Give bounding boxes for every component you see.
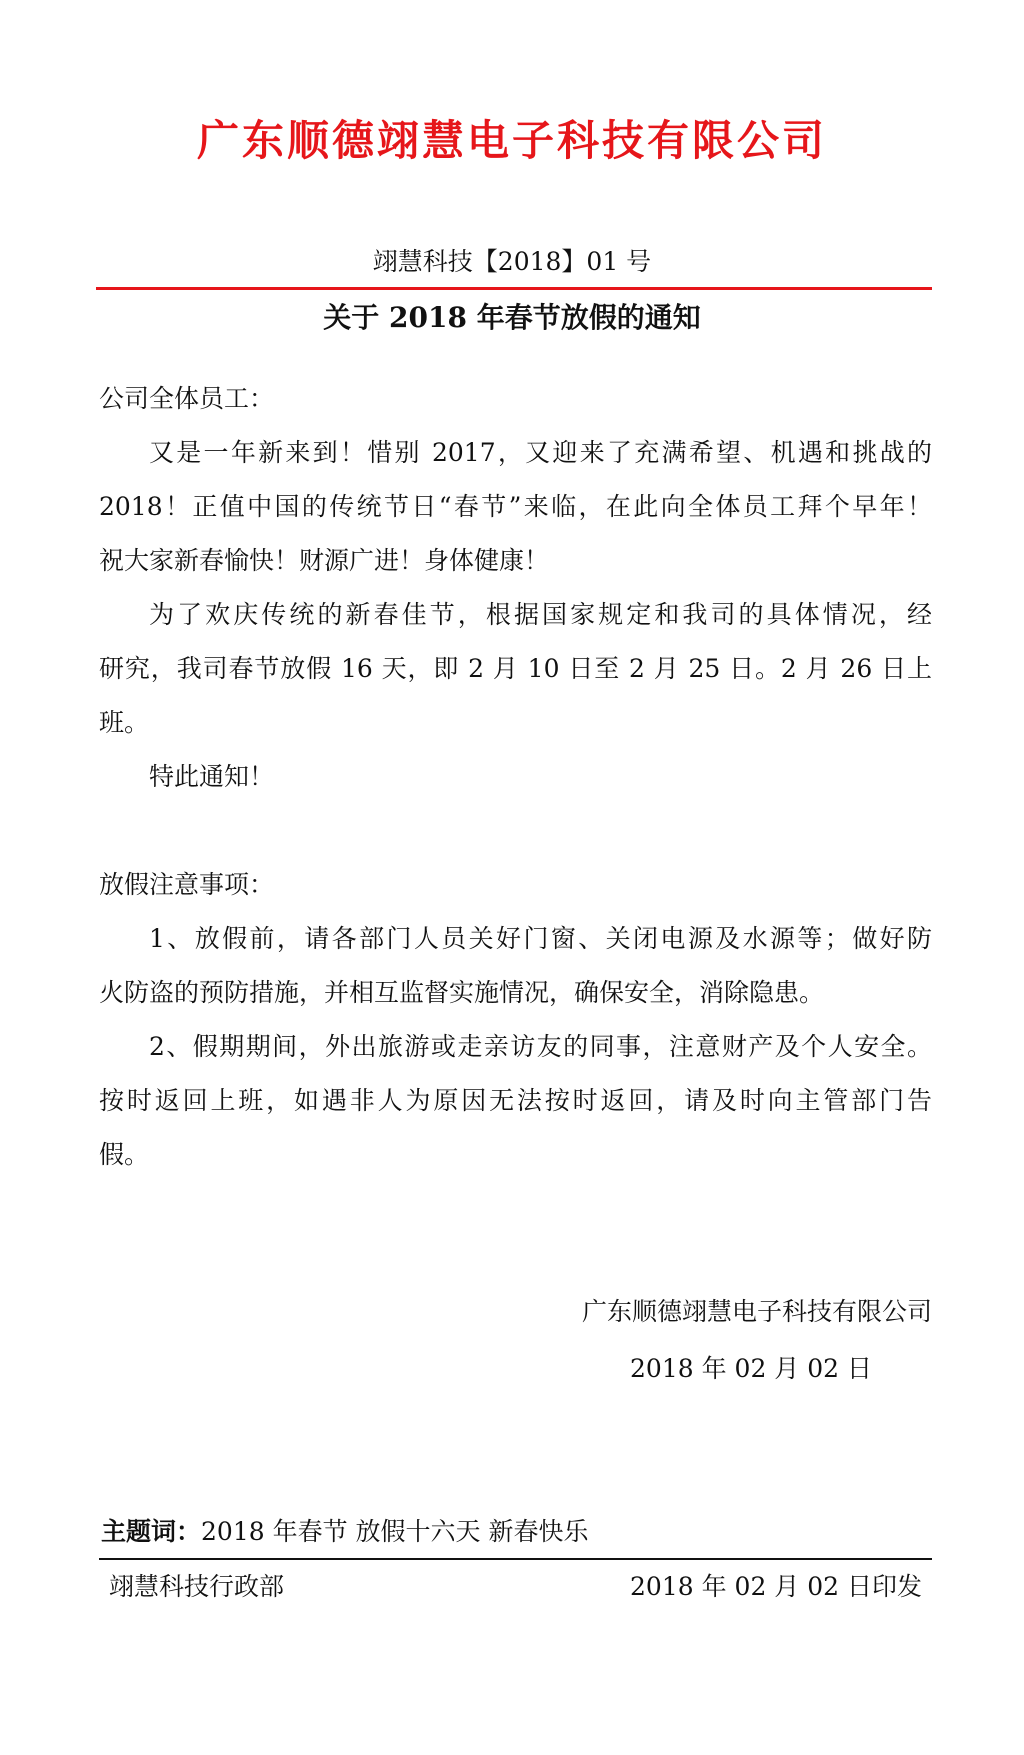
red-header-rule: [96, 287, 932, 290]
note-line: 1、放假前，请各部门人员关好门窗、关闭电源及水源等；做好防: [149, 924, 932, 953]
paragraph-line: 为了欢庆传统的新春佳节，根据国家规定和我司的具体情况，经: [149, 600, 932, 629]
paragraph-line: 2018！正值中国的传统节日“春节”来临，在此向全体员工拜个早年！: [99, 492, 932, 521]
note-item-2: [99, 1020, 932, 1182]
notice-body: [99, 372, 932, 1182]
signature-date: 2018 年 02 月 02 日: [630, 1354, 872, 1383]
paragraph-line: 班。: [99, 708, 150, 737]
paragraph-greeting: [99, 426, 932, 588]
footer-rule: [99, 1558, 932, 1560]
note-line: 2、假期期间，外出旅游或走亲访友的同事，注意财产及个人安全。: [149, 1032, 932, 1061]
note-line: 假。: [99, 1140, 150, 1169]
company-title: 广东顺德翊慧电子科技有限公司: [196, 116, 827, 165]
signature-company: 广东顺德翊慧电子科技有限公司: [581, 1297, 932, 1326]
paragraph-holiday-dates: [99, 588, 932, 750]
closing-line: 特此通知！: [149, 762, 275, 791]
note-item-1: [99, 912, 932, 1020]
keywords-label: 主题词：: [101, 1517, 202, 1546]
salutation: 公司全体员工：: [99, 384, 275, 413]
keywords-value: 2018 年春节 放假十六天 新春快乐: [201, 1517, 589, 1546]
paragraph-line: 研究，我司春节放假 16 天，即 2 月 10 日至 2 月 25 日。2 月 26 日上: [99, 654, 932, 683]
paragraph-line: 祝大家新春愉快！财源广进！身体健康！: [99, 546, 550, 575]
issuing-department: 翊慧科技行政部: [109, 1572, 285, 1601]
note-line: 按时返回上班，如遇非人为原因无法按时返回，请及时向主管部门告: [99, 1086, 932, 1115]
notice-title: 关于 2018 年春节放假的通知: [323, 301, 701, 334]
keywords-line: [101, 1512, 588, 1552]
blank-line: [99, 804, 932, 858]
paragraph-line: 又是一年新来到！惜别 2017，又迎来了充满希望、机遇和挑战的: [149, 438, 932, 467]
notes-heading: 放假注意事项：: [99, 870, 275, 899]
issue-date: 2018 年 02 月 02 日印发: [630, 1572, 922, 1601]
note-line: 火防盗的预防措施，并相互监督实施情况，确保安全，消除隐患。: [99, 978, 825, 1007]
document-number: 翊慧科技【2018】01 号: [372, 247, 652, 276]
